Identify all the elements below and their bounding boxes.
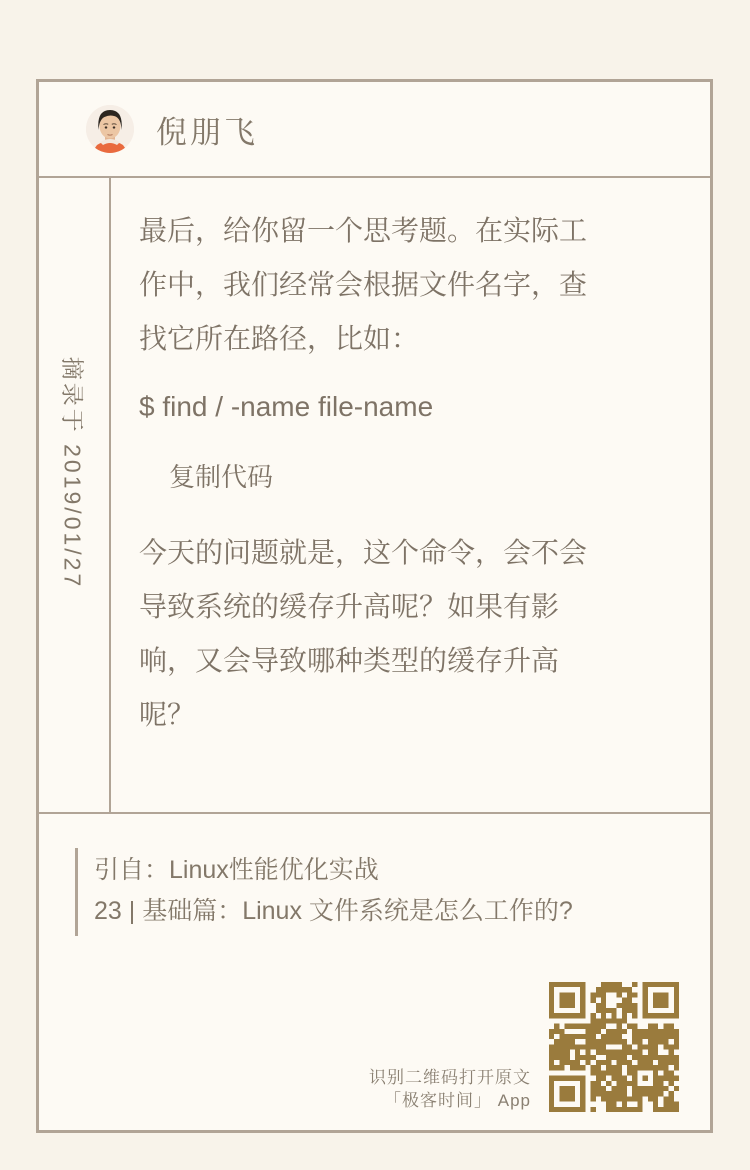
card-header xyxy=(39,82,710,178)
qr-caption-line1: 识别二维码打开原文 xyxy=(369,1068,531,1087)
quote-card xyxy=(36,79,713,1133)
avatar-photo-icon xyxy=(86,105,134,153)
excerpt-date-label: 摘录于 2019/01/27 xyxy=(59,356,86,590)
citation-chapter: 23 | 基础篇：Linux 文件系统是怎么工作的? xyxy=(94,897,573,925)
excerpt-paragraph-1: 最后，给你留一个思考题。在实际工作中，我们经常会根据文件名字，查找它所在路径，比如： xyxy=(139,215,588,354)
excerpt-sidebar xyxy=(39,178,111,812)
qr-caption-line2: 「极客时间」 App xyxy=(384,1091,531,1110)
author-name: 倪朋飞 xyxy=(156,114,258,150)
citation-block xyxy=(75,848,573,936)
qr-code-icon xyxy=(549,982,679,1112)
code-line: $ find / -name file-name xyxy=(139,391,434,422)
citation-source: 引自：Linux性能优化实战 xyxy=(94,856,379,884)
author-avatar xyxy=(86,105,134,153)
card-footer xyxy=(39,814,710,1130)
card-body xyxy=(39,178,710,814)
excerpt-paragraph-2: 今天的问题就是，这个命令，会不会导致系统的缓存升高呢？如果有影响，又会导致哪种类型的缓存升高呢？ xyxy=(139,537,588,730)
qr-caption xyxy=(369,1066,531,1112)
copy-code-button[interactable]: 复制代码 xyxy=(169,462,274,492)
excerpt-content xyxy=(111,178,601,812)
